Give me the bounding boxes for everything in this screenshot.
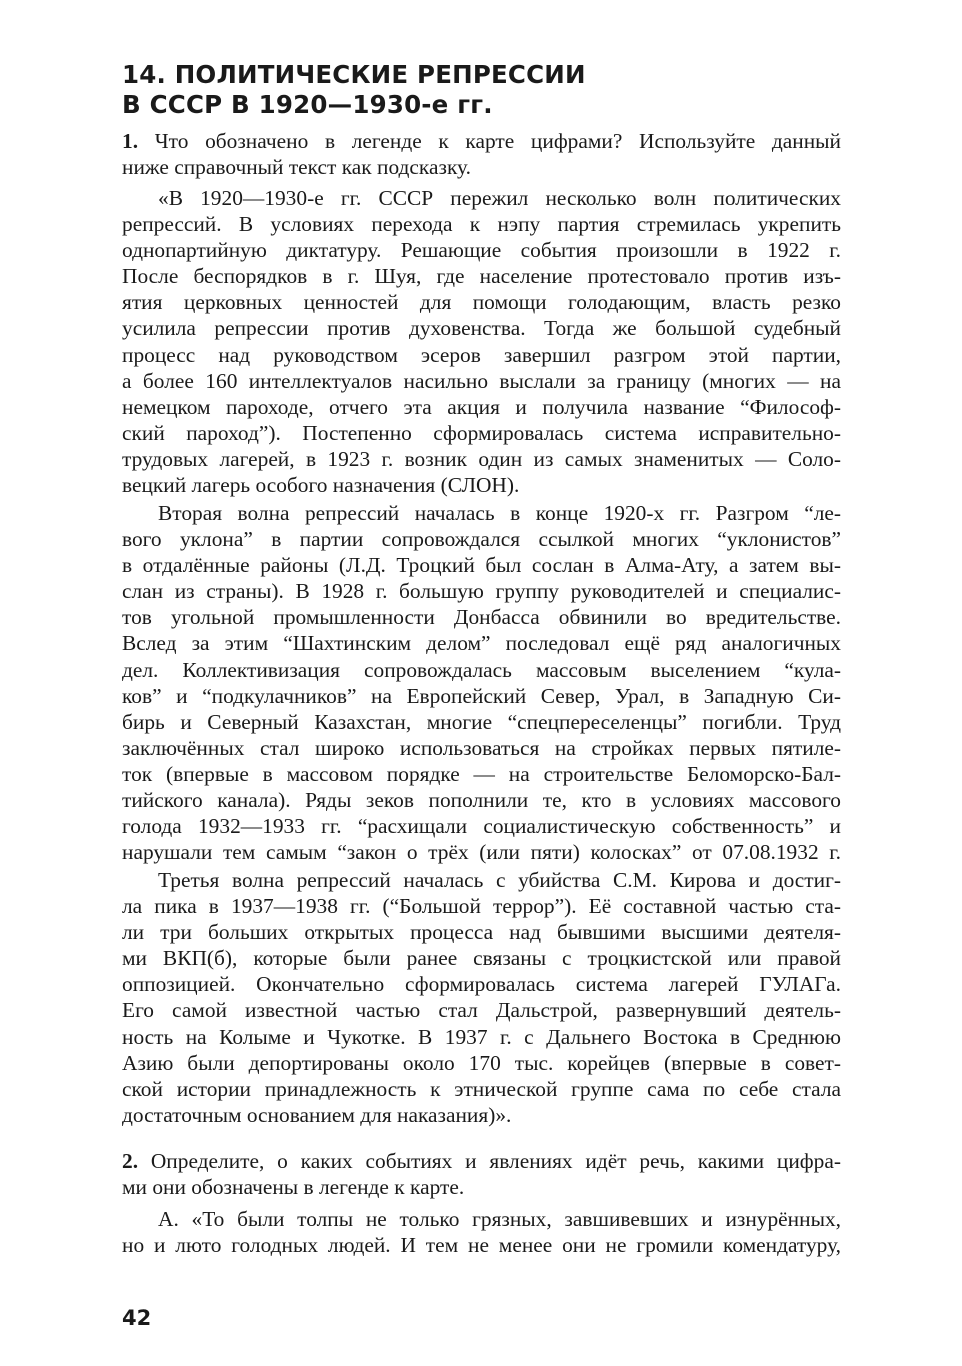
text-line: вого уклона” в партии сопровождался ссылкой многих “уклонистов”	[122, 527, 841, 552]
text-line: заключённых стал широко использоваться на стройках первых пятиле-	[122, 735, 841, 760]
text-line: усилила репрессии против духовенства. Тогда же большой судебный	[122, 316, 841, 341]
text-line: ский пароход”). Постепенно сформировалась система исправительно-	[122, 420, 841, 445]
text-line: но и люто голодных людей. И тем не менее они не громили комендатуру,	[122, 1233, 841, 1258]
text-line: слан из страны). В 1928 г. большую группу руководителей и специалис-	[122, 579, 841, 604]
text-line: достаточным основанием для наказания)».	[122, 1102, 512, 1127]
task-number: 2.	[122, 1149, 139, 1173]
text-line: вецкий лагерь особого назначения (СЛОН).	[122, 473, 520, 498]
text-line: Вслед за этим “Шахтинским делом” последовал ещё ряд аналогичных	[122, 631, 841, 656]
reference-paragraph-2	[122, 500, 841, 865]
heading-line-2: В СССР В 1920—1930-е гг.	[122, 90, 493, 119]
text-line: Третья волна репрессий началась с убийства С.М. Кирова и достиг-	[158, 868, 841, 892]
text-line: нарушали тем самым “закон о трёх (или пяти) колосках” от 07.08.1932 г.	[122, 840, 841, 865]
task-1-line: ниже справочный текст как подсказку.	[122, 155, 471, 180]
text-line: бирь и Северный Казахстан, многие “спецпереселенцы” погибли. Труд	[122, 709, 841, 734]
task-2	[122, 1148, 841, 1200]
text-line: После беспорядков в г. Шуя, где население протестовало против изъ-	[122, 264, 841, 289]
quote-a	[122, 1206, 841, 1258]
page-number: 42	[122, 1306, 152, 1330]
text-line: тов угольной промышленности Донбасса обвинили во вредительстве.	[122, 605, 841, 630]
task-number: 1.	[122, 129, 139, 153]
text-line: голода 1932—1933 гг. “расхищали социалистическую собственность” и	[122, 814, 841, 839]
text-line: Вторая волна репрессий началась в конце 1920-х гг. Разгром “ле-	[158, 501, 841, 525]
text-line: ятия церковных ценностей для помощи голодающим, власть резко	[122, 290, 841, 315]
task-1	[122, 128, 841, 180]
text-line: дел. Коллективизация сопровождалась массовым выселением “кула-	[122, 657, 841, 682]
text-line: репрессий. В условиях перехода к нэпу партия стремилась укрепить	[122, 212, 841, 237]
text-line: оппозицией. Окончательно сформировалась система лагерей ГУЛАГа.	[122, 972, 841, 997]
text-line: ли три больших открытых процесса над бывшими высшими деятеля-	[122, 920, 841, 945]
text-line: в отдалённые районы (Л.Д. Троцкий был сослан в Алма-Ату, а затем вы-	[122, 553, 841, 578]
text-line: «В 1920—1930-е гг. СССР пережил несколько волн политических	[158, 186, 841, 210]
task-2-line: ми они обозначены в легенде к карте.	[122, 1175, 465, 1200]
text-line: Его самой известной частью стал Дальстрой, развернувший деятель-	[122, 998, 841, 1023]
text-line: А. «То были толпы не только грязных, завшивевших и изнурённых,	[158, 1207, 841, 1231]
text-line: ков” и “подкулачников” на Европейский Север, Урал, в Западную Си-	[122, 683, 841, 708]
text-line: тийского канала). Ряды зеков пополнили те, кто в условиях массового	[122, 788, 841, 813]
text-line: трудовых лагерей, в 1923 г. возник один из самых знаменитых — Соло-	[122, 446, 841, 471]
section-heading	[122, 60, 842, 120]
task-2-line: 2. Определите, о каких событиях и явлениях идёт речь, какими цифра-	[122, 1149, 841, 1173]
text-line: однопартийную диктатуру. Решающие события произошли в 1922 г.	[122, 238, 841, 263]
text-line: ность на Колыме и Чукотке. В 1937 г. с Дальнего Востока в Среднюю	[122, 1024, 841, 1049]
text-line: ток (впервые в массовом порядке — на строительстве Беломорско-Бал-	[122, 761, 841, 786]
text-line: а более 160 интеллектуалов насильно выслали за границу (многих — на	[122, 368, 841, 393]
reference-paragraph-1	[122, 185, 841, 498]
reference-paragraph-3	[122, 867, 841, 1128]
heading-line-1: 14. ПОЛИТИЧЕСКИЕ РЕПРЕССИИ	[122, 60, 586, 89]
text-line: ми ВКП(б), которые были ранее связаны с троцкистской или правой	[122, 946, 841, 971]
text-line: ла пика в 1937—1938 гг. (“Большой террор”). Её составной частью ста-	[122, 894, 841, 919]
text-line: ской истории принадлежность к этнической группе сама по себе стала	[122, 1076, 841, 1101]
task-1-line: 1. Что обозначено в легенде к карте цифрами? Используйте данный	[122, 129, 841, 153]
text-line: немецком пароходе, отчего эта акция и получила название “Философ-	[122, 394, 841, 419]
text-line: Азию были депортированы около 170 тыс. корейцев (впервые в совет-	[122, 1050, 841, 1075]
text-line: процесс над руководством эсеров завершил разгром этой партии,	[122, 342, 841, 367]
